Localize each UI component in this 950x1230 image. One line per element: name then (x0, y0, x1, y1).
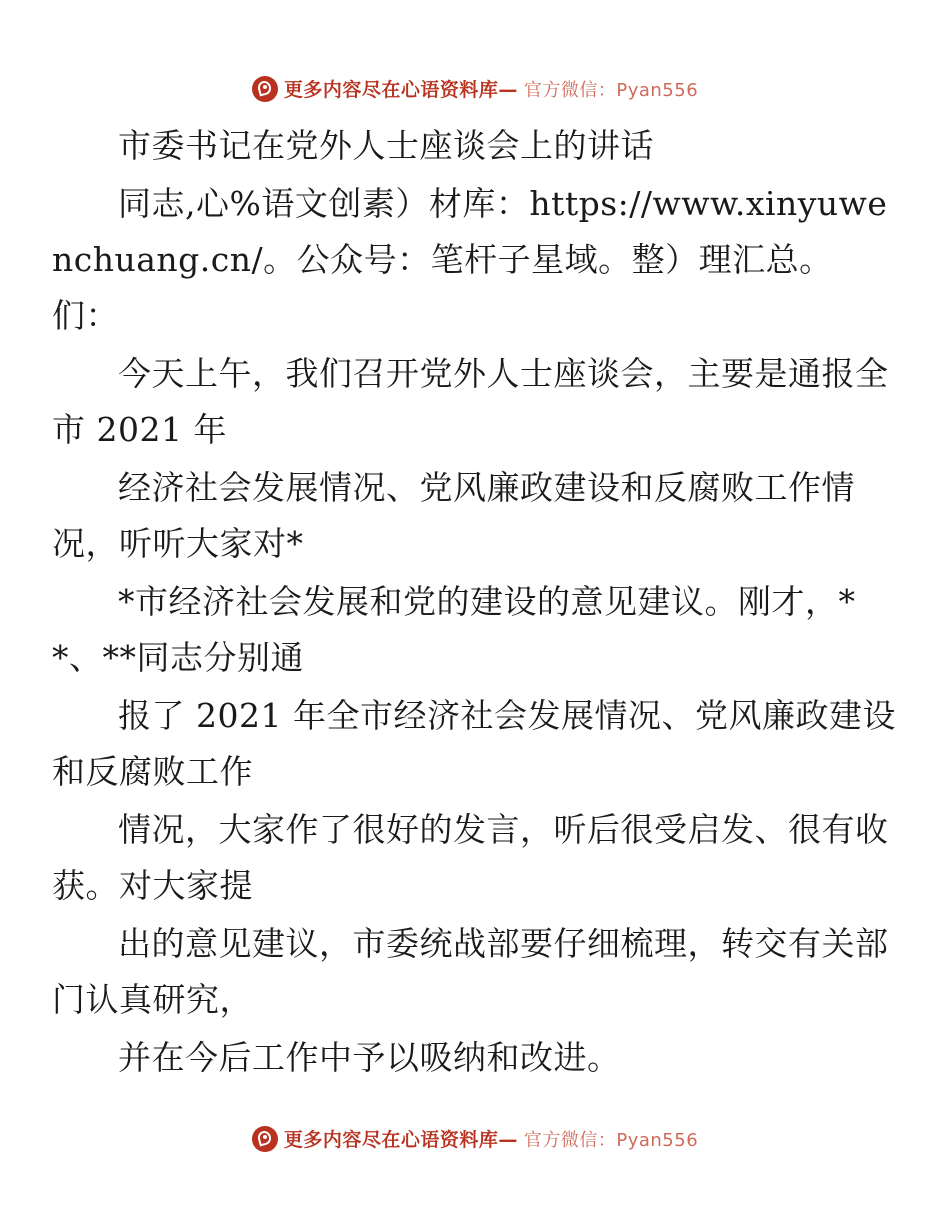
watermark-main-text: 更多内容尽在心语资料库— (283, 1129, 518, 1151)
watermark-main-text: 更多内容尽在心语资料库— (283, 79, 518, 101)
paragraph-6: 情况，大家作了很好的发言，听后很受启发、很有收获。对大家提 (52, 810, 889, 905)
paragraph-2: 今天上午，我们召开党外人士座谈会，主要是通报全市 2021 年 (52, 354, 889, 449)
watermark-sub-text: 官方微信：Pyan556 (523, 1129, 699, 1151)
paragraph-1: 同志,心%语文创素）材库：https://www.xinyuwenchuang.cn/。公众号：笔杆子星域。整）理汇总。们： (52, 184, 888, 335)
paragraph-3: 经济社会发展情况、党风廉政建设和反腐败工作情况，听听大家对* (52, 468, 855, 563)
paragraph-7: 出的意见建议，市委统战部要仔细梳理，转交有关部门认真研究， (52, 924, 889, 1019)
droplet-logo-icon (252, 1126, 278, 1152)
paragraph-5: 报了 2021 年全市经济社会发展情况、党风廉政建设和反腐败工作 (52, 696, 896, 791)
paragraph-4: *市经济社会发展和党的建设的意见建议。刚才，**、**同志分别通 (52, 582, 856, 677)
watermark-sub-text: 官方微信：Pyan556 (523, 79, 699, 101)
watermark-top (0, 75, 950, 102)
droplet-logo-icon (252, 76, 278, 102)
document-title: 市委书记在党外人士座谈会上的讲话 (118, 126, 654, 165)
paragraph-8: 并在今后工作中予以吸纳和改进。 (118, 1038, 621, 1077)
document-text-body (52, 118, 898, 1088)
watermark-bottom (0, 1125, 950, 1152)
